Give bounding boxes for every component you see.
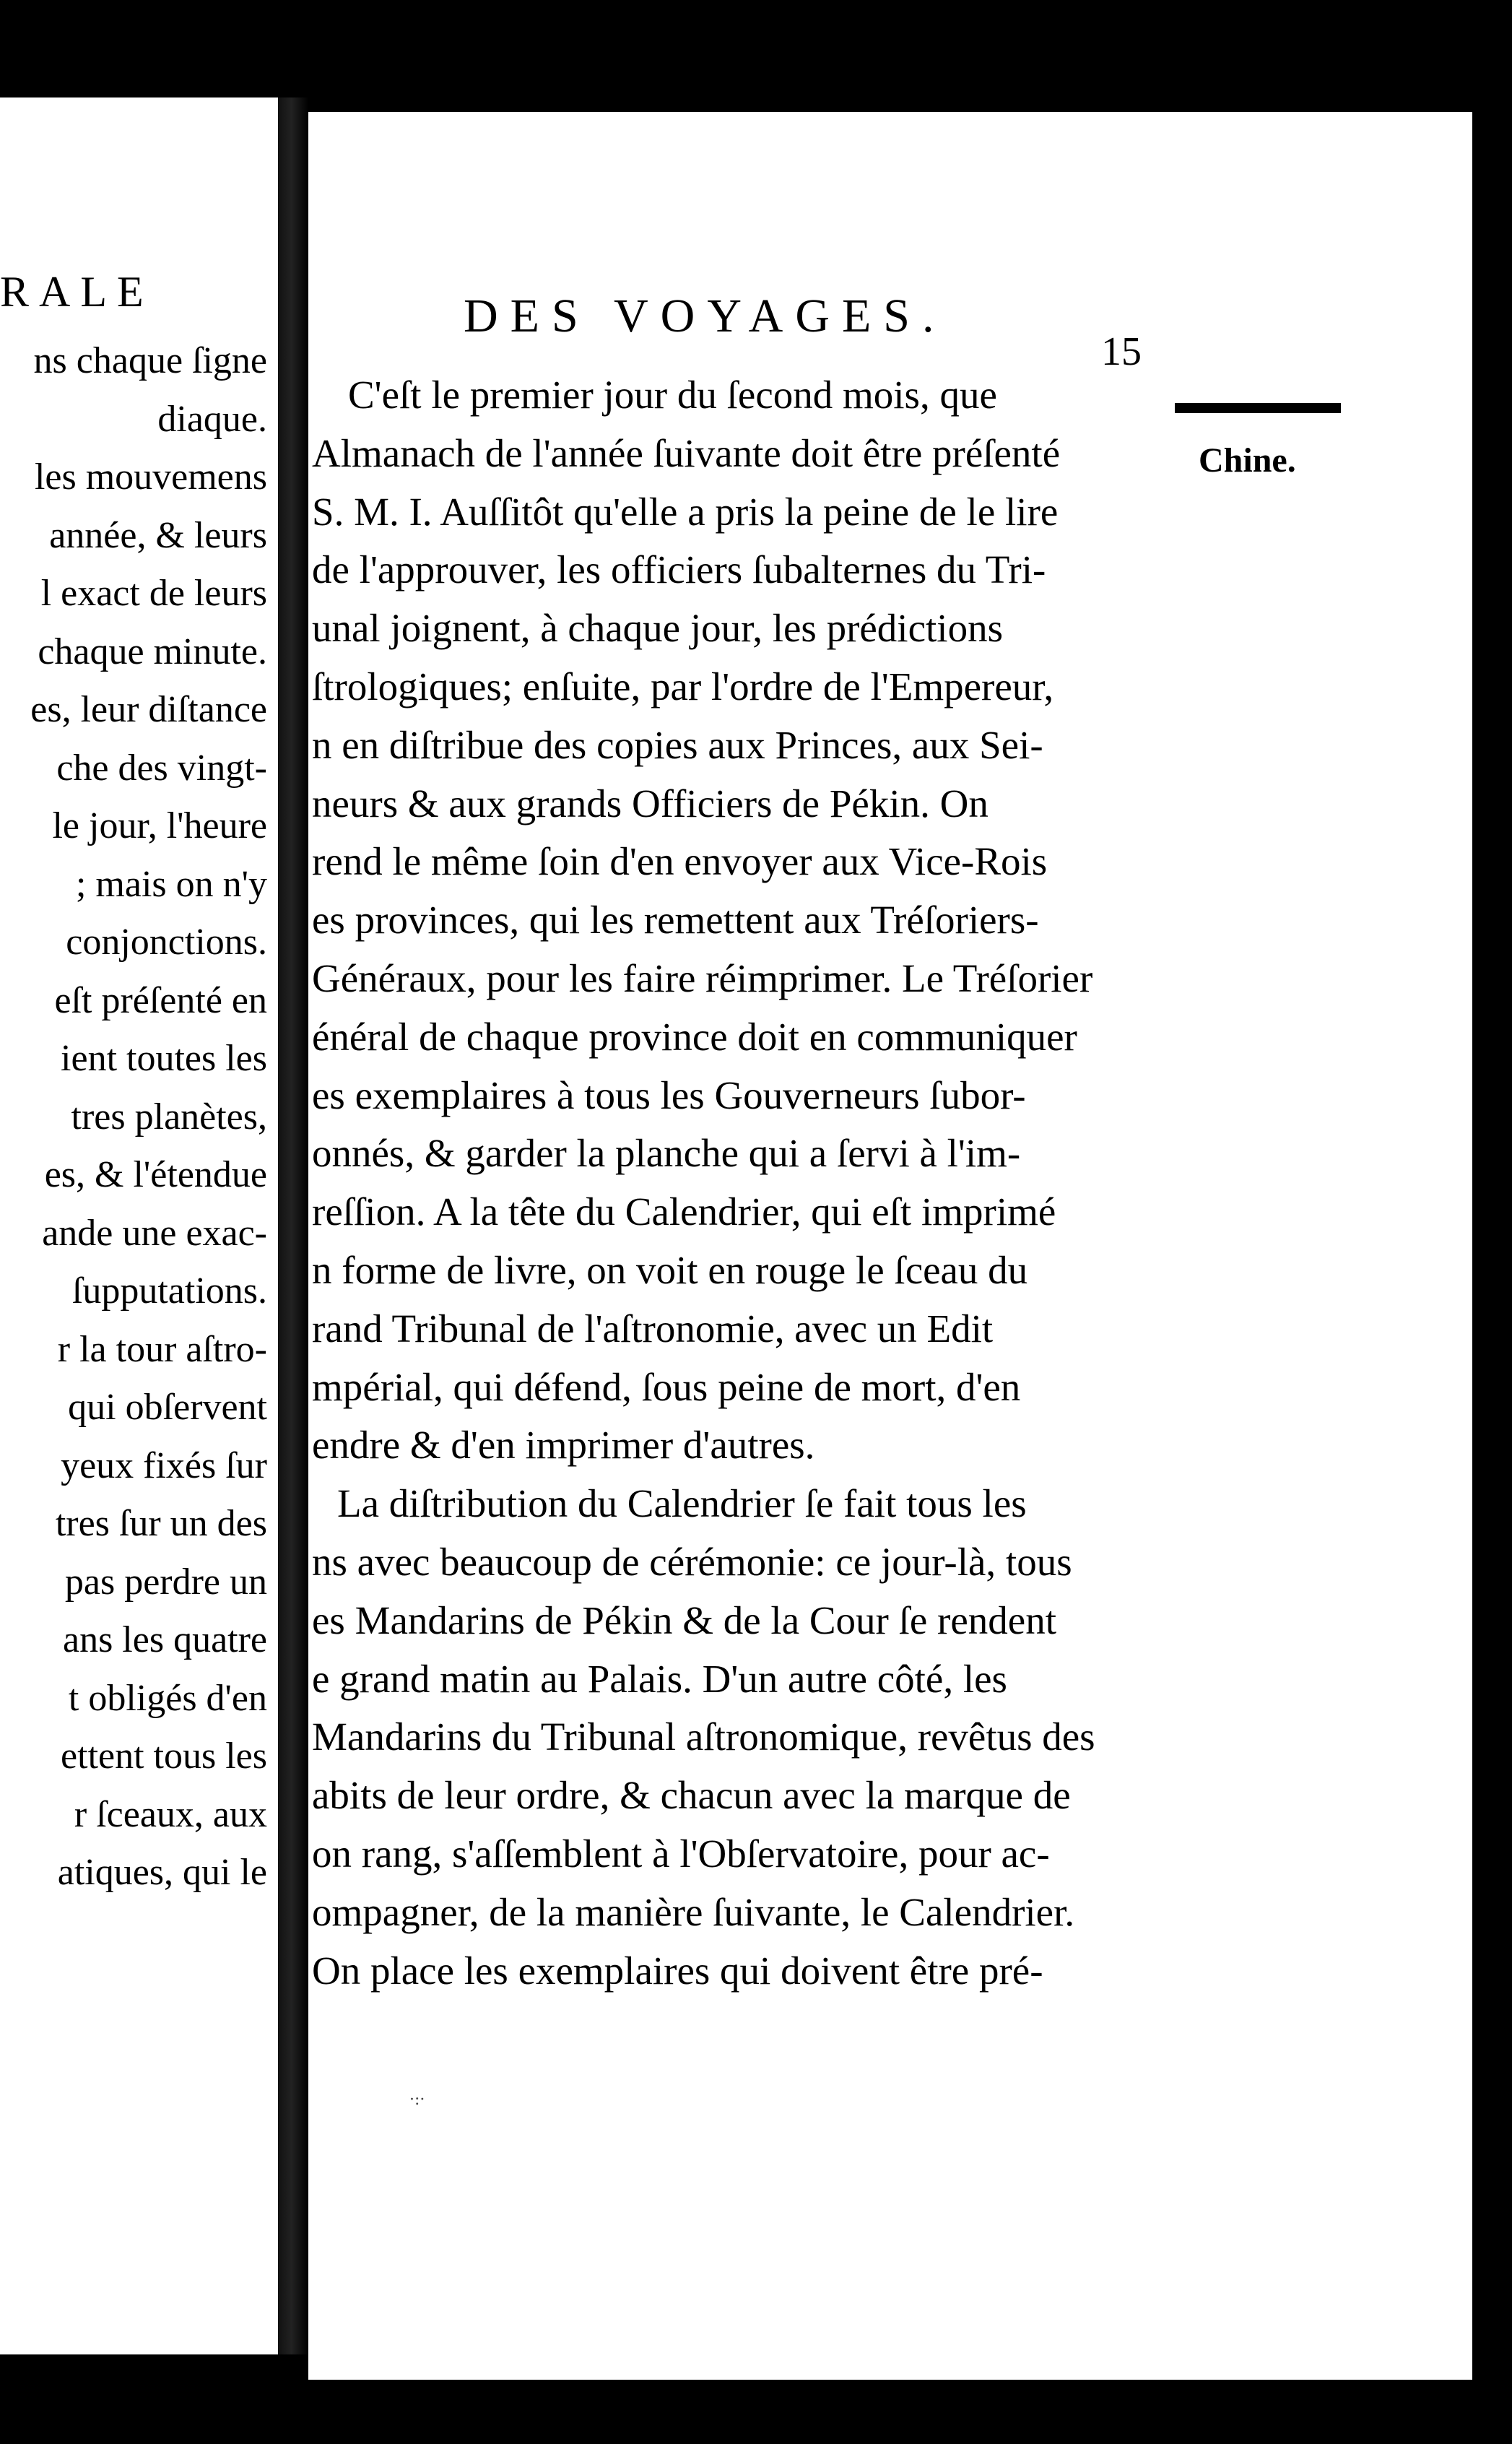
left-text-line: qui obſervent	[68, 1387, 267, 1428]
text-line: n forme de livre, on voit en rouge le ſceau du	[312, 1248, 1028, 1292]
left-text-line: les mouvemens	[34, 456, 267, 498]
text-line: endre & d'en imprimer d'autres.	[312, 1423, 815, 1468]
margin-rule	[1175, 403, 1341, 413]
left-text-line: pas perdre un	[64, 1561, 267, 1603]
left-text-line: l exact de leurs	[40, 573, 267, 614]
left-page	[0, 98, 278, 2354]
text-line: La diſtribution du Calendrier ſe fait tous les	[337, 1481, 1027, 1526]
right-page	[308, 112, 1472, 2380]
left-text-line: conjonctions.	[66, 922, 267, 963]
text-line: Almanach de l'année ſuivante doit être préſenté	[312, 430, 1061, 475]
left-text-line: ient toutes les	[61, 1038, 267, 1079]
text-line: ſtrologiques; enſuite, par l'ordre de l'Empereur,	[312, 664, 1054, 708]
left-text-line: yeux fixés ſur	[61, 1444, 267, 1486]
text-line: abits de leur ordre, & chacun avec la marque de	[312, 1773, 1071, 1818]
text-line: es Mandarins de Pékin & de la Cour ſe rendent	[312, 1598, 1056, 1642]
book-spine	[278, 98, 308, 2354]
left-text-line: diaque.	[157, 398, 267, 440]
text-line: on rang, s'aſſemblent à l'Obſervatoire, pour ac-	[312, 1832, 1050, 1876]
left-text-line: année, & leurs	[49, 514, 267, 556]
left-text-line: atiques, qui le	[57, 1852, 267, 1893]
text-line: es exemplaires à tous les Gouverneurs ſubor-	[312, 1072, 1026, 1117]
left-text-line: chaque minute.	[38, 630, 267, 672]
left-text-line: eſt préſenté en	[54, 979, 267, 1021]
left-text-line: ans les quatre	[62, 1619, 267, 1660]
text-line: On place les exemplaires qui doivent être pré-	[312, 1948, 1043, 1993]
text-line: rand Tribunal de l'aſtronomie, avec un Edit	[312, 1306, 994, 1351]
left-text-line: es, & l'étendue	[44, 1154, 267, 1195]
left-text-line: tres planètes,	[71, 1096, 267, 1138]
margin-note: Chine.	[1199, 441, 1296, 480]
left-text-line: che des vingt-	[56, 747, 267, 789]
text-line: es provinces, qui les remettent aux Tréſoriers-	[312, 898, 1039, 942]
left-text-line: es, leur diſtance	[30, 689, 267, 730]
left-text-line: le jour, l'heure	[52, 805, 267, 846]
left-text-line: tres ſur un des	[55, 1503, 267, 1544]
text-line: Mandarins du Tribunal aſtronomique, revêtus des	[312, 1715, 1095, 1759]
running-head: DES VOYAGES.	[464, 290, 947, 342]
text-line: unal joignent, à chaque jour, les prédictions	[312, 606, 1003, 651]
text-line: de l'approuver, les officiers ſubalternes du Tri-	[312, 547, 1046, 592]
left-text-line: t obligés d'en	[68, 1677, 267, 1719]
text-line: énéral de chaque province doit en communiquer	[312, 1014, 1077, 1059]
text-line: S. M. I. Auſſitôt qu'elle a pris la peine de le lire	[312, 489, 1059, 534]
left-text-line: ſupputations.	[71, 1270, 267, 1312]
text-line: n en diſtribue des copies aux Princes, aux Sei-	[312, 722, 1043, 767]
page-number: 15	[1101, 329, 1142, 374]
text-line: neurs & aux grands Officiers de Pékin. On	[312, 781, 989, 826]
text-line: ompagner, de la manière ſuivante, le Calendrier.	[312, 1889, 1075, 1934]
text-line: mpérial, qui défend, ſous peine de mort, d'en	[312, 1364, 1021, 1409]
left-text-line: ettent tous les	[61, 1736, 267, 1777]
text-line: Généraux, pour les faire réimprimer. Le Tréſorier	[312, 956, 1093, 1000]
text-line: onnés, & garder la planche qui a ſervi à l'im-	[312, 1131, 1021, 1176]
text-line: ns avec beaucoup de cérémonie: ce jour-là, tous	[312, 1540, 1072, 1584]
left-text-line: r la tour aſtro-	[57, 1328, 267, 1370]
text-line: C'eſt le premier jour du ſecond mois, que	[348, 373, 997, 417]
left-text-line: ande une exac-	[42, 1212, 267, 1254]
left-running-head: RALE	[0, 268, 154, 316]
text-line: e grand matin au Palais. D'un autre côté, les	[312, 1656, 1007, 1701]
left-text-line: ns chaque ſigne	[33, 340, 267, 381]
ink-speck: ·:·	[409, 2091, 425, 2109]
left-text-line: r ſceaux, aux	[74, 1793, 267, 1835]
text-line: reſſion. A la tête du Calendrier, qui eſt imprimé	[312, 1190, 1056, 1234]
left-text-line: ; mais on n'y	[75, 863, 267, 905]
text-line: rend le même ſoin d'en envoyer aux Vice-Rois	[312, 839, 1048, 884]
